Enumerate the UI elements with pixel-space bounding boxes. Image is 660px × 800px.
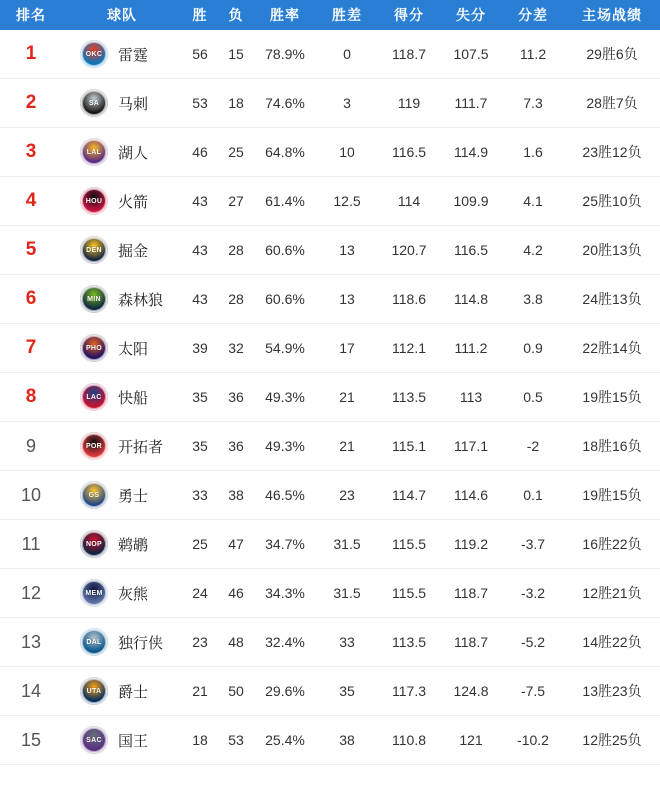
team-logo-icon [80,138,108,166]
cell-games-behind: 35 [316,667,378,716]
team-logo-text: DEN [86,246,102,254]
cell-games-behind: 23 [316,471,378,520]
cell-win: 21 [182,667,218,716]
team-name: 独行侠 [118,634,164,652]
cell-team[interactable] [62,618,182,667]
cell-win-pct: 60.6% [254,275,316,324]
team-inner [80,138,182,166]
cell-games-behind: 3 [316,79,378,128]
column-header-team: 球队 [62,0,182,30]
cell-win: 33 [182,471,218,520]
cell-points: 113.5 [378,373,440,422]
team-logo-icon [80,285,108,313]
cell-win-pct: 61.4% [254,177,316,226]
cell-points: 119 [378,79,440,128]
cell-win: 53 [182,79,218,128]
cell-team[interactable] [62,226,182,275]
cell-rank [0,569,62,618]
cell-team[interactable] [62,128,182,177]
cell-point-diff: -10.2 [502,716,564,765]
cell-loss: 47 [218,520,254,569]
team-logo-icon [80,334,108,362]
cell-home-record: 29胜6负 [564,30,660,79]
cell-points: 118.7 [378,30,440,79]
cell-rank [0,471,62,520]
cell-point-diff: -5.2 [502,618,564,667]
cell-points: 120.7 [378,226,440,275]
team-logo-ring [82,581,106,605]
cell-point-diff: 3.8 [502,275,564,324]
cell-rank [0,373,62,422]
team-inner [80,285,182,313]
team-logo-icon [80,40,108,68]
team-logo-text: SA [88,99,100,107]
table-row[interactable] [0,128,660,177]
team-logo-icon [80,89,108,117]
cell-rank [0,667,62,716]
cell-win: 46 [182,128,218,177]
team-logo-text: PHO [85,344,103,352]
cell-loss: 18 [218,79,254,128]
team-logo-text: MIN [87,295,101,303]
cell-win: 39 [182,324,218,373]
team-name: 开拓者 [118,438,164,456]
cell-loss: 36 [218,422,254,471]
team-logo-ring [82,140,106,164]
team-logo-text: LAL [86,148,102,156]
column-header-gamesbehind: 胜差 [316,0,378,30]
team-logo-ring [82,238,106,262]
cell-rank [0,177,62,226]
cell-loss: 50 [218,667,254,716]
team-logo-icon [80,481,108,509]
cell-games-behind: 0 [316,30,378,79]
cell-team[interactable] [62,716,182,765]
cell-team[interactable] [62,275,182,324]
cell-points: 112.1 [378,324,440,373]
cell-points: 114.7 [378,471,440,520]
team-name: 灰熊 [118,585,149,603]
team-inner [80,40,182,68]
team-logo-text: GS [88,491,100,499]
cell-home-record: 28胜7负 [564,79,660,128]
team-logo-text: SAC [86,736,102,744]
team-logo-text: UTA [86,687,102,695]
cell-loss: 46 [218,569,254,618]
table-row[interactable] [0,226,660,275]
cell-home-record: 22胜14负 [564,324,660,373]
cell-home-record: 18胜16负 [564,422,660,471]
cell-team[interactable] [62,30,182,79]
team-inner [80,677,182,705]
cell-point-diff: -3.2 [502,569,564,618]
table-body [0,30,660,765]
table-row[interactable] [0,520,660,569]
cell-points-allowed: 116.5 [440,226,502,275]
cell-loss: 28 [218,226,254,275]
cell-loss: 32 [218,324,254,373]
team-logo-ring [82,728,106,752]
cell-home-record: 12胜21负 [564,569,660,618]
rank-value: 2 [25,92,37,113]
team-name: 快船 [118,389,149,407]
table-row[interactable] [0,177,660,226]
cell-loss: 53 [218,716,254,765]
cell-point-diff: -3.7 [502,520,564,569]
cell-point-diff: 0.9 [502,324,564,373]
team-logo-icon [80,579,108,607]
team-logo-icon [80,432,108,460]
cell-home-record: 16胜22负 [564,520,660,569]
cell-rank [0,716,62,765]
team-inner [80,481,182,509]
team-inner [80,726,182,754]
team-inner [80,334,182,362]
team-logo-text: MEM [85,589,103,597]
table-row[interactable] [0,324,660,373]
cell-points-allowed: 109.9 [440,177,502,226]
team-logo-icon [80,530,108,558]
rank-value: 10 [20,484,42,505]
cell-win-pct: 25.4% [254,716,316,765]
cell-point-diff: 4.1 [502,177,564,226]
team-name: 掘金 [118,242,149,260]
rank-value: 4 [25,190,37,211]
rank-value: 3 [25,141,37,162]
team-logo-text: OKC [85,50,103,58]
team-name: 爵士 [118,683,149,701]
team-name: 湖人 [118,144,149,162]
team-inner [80,530,182,558]
cell-team[interactable] [62,569,182,618]
cell-win: 35 [182,422,218,471]
team-logo-ring [82,483,106,507]
cell-points-allowed: 111.2 [440,324,502,373]
cell-team[interactable] [62,177,182,226]
cell-win: 43 [182,275,218,324]
team-logo-icon [80,628,108,656]
table-row[interactable] [0,618,660,667]
team-name: 火箭 [118,193,149,211]
team-logo-ring [82,630,106,654]
cell-team[interactable] [62,520,182,569]
cell-win: 43 [182,177,218,226]
cell-point-diff: 7.3 [502,79,564,128]
cell-win-pct: 29.6% [254,667,316,716]
cell-games-behind: 31.5 [316,520,378,569]
cell-loss: 38 [218,471,254,520]
cell-win: 18 [182,716,218,765]
cell-point-diff: -7.5 [502,667,564,716]
cell-win: 35 [182,373,218,422]
cell-games-behind: 13 [316,226,378,275]
team-name: 国王 [118,732,149,750]
team-inner [80,236,182,264]
cell-home-record: 19胜15负 [564,373,660,422]
cell-win-pct: 32.4% [254,618,316,667]
table-row[interactable] [0,471,660,520]
rank-value: 11 [21,533,41,554]
cell-rank [0,618,62,667]
cell-home-record: 19胜15负 [564,471,660,520]
team-logo-ring [82,336,106,360]
cell-win-pct: 64.8% [254,128,316,177]
cell-loss: 25 [218,128,254,177]
column-header-home-record: 主场战绩 [564,0,660,30]
cell-points-allowed: 118.7 [440,618,502,667]
cell-points-allowed: 113 [440,373,502,422]
team-logo-icon [80,187,108,215]
team-inner [80,89,182,117]
cell-rank [0,30,62,79]
team-name: 勇士 [118,487,149,505]
team-logo-icon [80,236,108,264]
rank-value: 9 [25,435,36,456]
cell-win-pct: 78.9% [254,30,316,79]
cell-points-allowed: 119.2 [440,520,502,569]
cell-win: 43 [182,226,218,275]
team-logo-ring [82,91,106,115]
cell-games-behind: 21 [316,373,378,422]
cell-games-behind: 38 [316,716,378,765]
team-inner [80,579,182,607]
cell-team[interactable] [62,471,182,520]
team-logo-text: NOP [85,540,103,548]
cell-home-record: 24胜13负 [564,275,660,324]
cell-point-diff: 0.5 [502,373,564,422]
team-inner [80,383,182,411]
cell-team[interactable] [62,422,182,471]
rank-value: 7 [25,337,37,358]
cell-rank [0,226,62,275]
cell-win: 23 [182,618,218,667]
team-logo-text: DAL [86,638,102,646]
cell-win-pct: 46.5% [254,471,316,520]
cell-win-pct: 49.3% [254,422,316,471]
cell-points-allowed: 114.9 [440,128,502,177]
team-name: 森林狼 [118,291,164,309]
cell-games-behind: 21 [316,422,378,471]
cell-win-pct: 34.7% [254,520,316,569]
cell-points-allowed: 117.1 [440,422,502,471]
team-logo-ring [82,42,106,66]
team-name: 太阳 [118,340,149,358]
cell-rank [0,520,62,569]
column-header-winpct: 胜率 [254,0,316,30]
cell-loss: 28 [218,275,254,324]
column-header-rank: 排名 [0,0,62,30]
cell-rank [0,128,62,177]
cell-points: 113.5 [378,618,440,667]
table-row[interactable] [0,569,660,618]
cell-points-allowed: 114.8 [440,275,502,324]
table-row[interactable] [0,716,660,765]
column-header-point-diff: 分差 [502,0,564,30]
cell-win-pct: 54.9% [254,324,316,373]
rank-value: 6 [25,288,37,309]
rank-value: 14 [20,680,42,701]
cell-point-diff: 0.1 [502,471,564,520]
cell-rank [0,79,62,128]
cell-win-pct: 49.3% [254,373,316,422]
cell-points-allowed: 114.6 [440,471,502,520]
cell-games-behind: 13 [316,275,378,324]
table-row[interactable] [0,79,660,128]
cell-points: 115.1 [378,422,440,471]
team-name: 鹈鹕 [118,536,149,554]
cell-home-record: 25胜10负 [564,177,660,226]
table-row[interactable] [0,667,660,716]
cell-points-allowed: 107.5 [440,30,502,79]
team-inner [80,187,182,215]
table-row[interactable] [0,30,660,79]
cell-points-allowed: 111.7 [440,79,502,128]
team-logo-icon [80,383,108,411]
cell-win: 56 [182,30,218,79]
cell-win: 24 [182,569,218,618]
cell-loss: 36 [218,373,254,422]
cell-games-behind: 12.5 [316,177,378,226]
cell-games-behind: 10 [316,128,378,177]
table-row[interactable] [0,373,660,422]
cell-points-allowed: 118.7 [440,569,502,618]
team-logo-ring [82,287,106,311]
column-header-points-allowed: 失分 [440,0,502,30]
cell-points-allowed: 124.8 [440,667,502,716]
cell-point-diff: 11.2 [502,30,564,79]
rank-value: 8 [25,386,37,407]
team-inner [80,432,182,460]
cell-win-pct: 74.6% [254,79,316,128]
cell-point-diff: 4.2 [502,226,564,275]
column-header-win: 胜 [182,0,218,30]
cell-points-allowed: 121 [440,716,502,765]
table-header-row [0,0,660,30]
team-logo-text: HOU [85,197,103,205]
rank-value: 15 [20,729,42,750]
rank-value: 12 [20,582,42,603]
team-logo-ring [82,679,106,703]
cell-points: 114 [378,177,440,226]
cell-home-record: 12胜25负 [564,716,660,765]
rank-value: 1 [25,43,37,64]
cell-win-pct: 34.3% [254,569,316,618]
table-header [0,0,660,30]
rank-value: 13 [20,631,42,652]
cell-point-diff: -2 [502,422,564,471]
cell-point-diff: 1.6 [502,128,564,177]
team-logo-ring [82,189,106,213]
team-logo-text: POR [85,442,103,450]
team-logo-ring [82,434,106,458]
cell-points: 118.6 [378,275,440,324]
team-logo-text: LAC [86,393,102,401]
team-name: 雷霆 [118,46,149,64]
cell-win: 25 [182,520,218,569]
cell-games-behind: 31.5 [316,569,378,618]
cell-rank [0,324,62,373]
team-logo-icon [80,726,108,754]
cell-loss: 27 [218,177,254,226]
column-header-points: 得分 [378,0,440,30]
cell-games-behind: 33 [316,618,378,667]
cell-points: 110.8 [378,716,440,765]
cell-points: 117.3 [378,667,440,716]
cell-points: 115.5 [378,569,440,618]
team-name: 马刺 [118,95,149,113]
team-logo-ring [82,385,106,409]
cell-home-record: 13胜23负 [564,667,660,716]
cell-team[interactable] [62,373,182,422]
cell-win-pct: 60.6% [254,226,316,275]
cell-games-behind: 17 [316,324,378,373]
table-row[interactable] [0,275,660,324]
cell-home-record: 20胜13负 [564,226,660,275]
team-inner [80,628,182,656]
cell-loss: 15 [218,30,254,79]
team-logo-ring [82,532,106,556]
cell-team[interactable] [62,667,182,716]
cell-rank [0,275,62,324]
rank-value: 5 [25,239,37,260]
cell-home-record: 23胜12负 [564,128,660,177]
cell-team[interactable] [62,324,182,373]
column-header-loss: 负 [218,0,254,30]
cell-points: 116.5 [378,128,440,177]
table-row[interactable] [0,422,660,471]
cell-home-record: 14胜22负 [564,618,660,667]
cell-rank [0,422,62,471]
cell-team[interactable] [62,79,182,128]
team-logo-icon [80,677,108,705]
cell-points: 115.5 [378,520,440,569]
cell-loss: 48 [218,618,254,667]
